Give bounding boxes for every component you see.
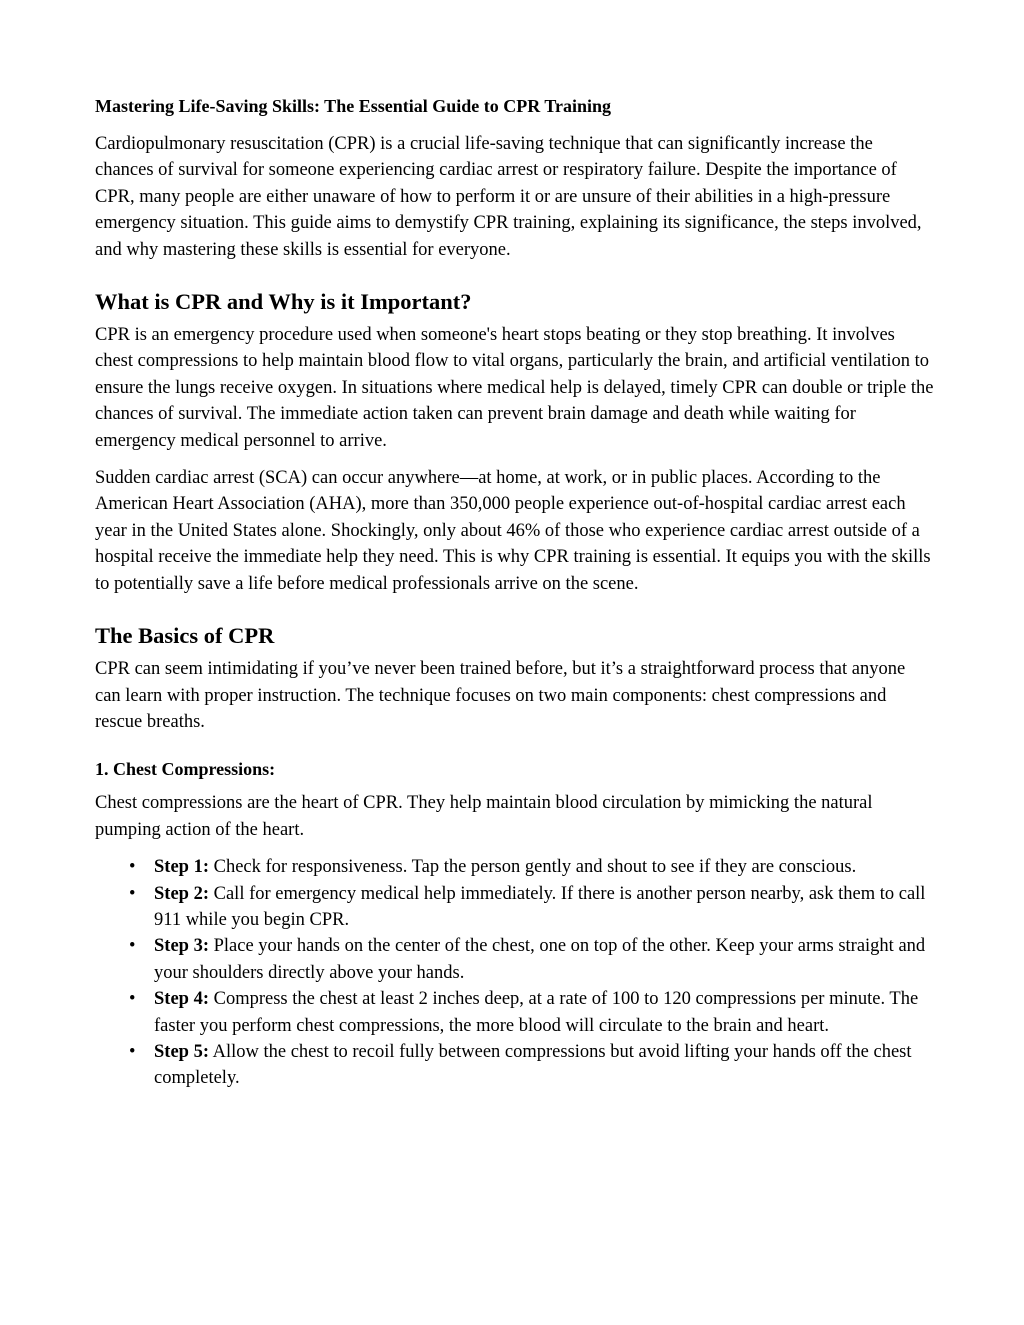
step-text: Place your hands on the center of the chest, one on top of the other. Keep your arms straight and your shoulders directly above your hands. [154, 936, 926, 983]
step-label: Step 2: [154, 883, 209, 904]
subsection-paragraph: Chest compressions are the heart of CPR. They help maintain blood circulation by mimicking the natural pumping action of the heart. [95, 793, 873, 840]
list-item [129, 933, 935, 986]
steps-list [95, 854, 935, 1092]
step-text: Check for responsiveness. Tap the person gently and shout to see if they are conscious. [209, 857, 857, 878]
section-heading-what-is-cpr: What is CPR and Why is it Important? [95, 289, 472, 315]
section-heading-basics-of-cpr: The Basics of CPR [95, 623, 275, 649]
bullet-icon: • [129, 936, 136, 957]
section-paragraph: CPR is an emergency procedure used when someone's heart stops beating or they stop breathing. It involves chest compressions to help maintain blood flow to vital organs, particularly the brain, and artificial ventilation to ensure the lungs receive oxygen. In situations where medical help is delayed, timely CPR can double or triple the chances of survival. The immediate action taken can prevent brain damage and death while waiting for emergency medical personnel to arrive. [95, 325, 934, 451]
step-text: Allow the chest to recoil fully between compressions but avoid lifting your hands off the chest completely. [154, 1041, 912, 1089]
step-label: Step 5: [154, 1041, 209, 1062]
document-title: Mastering Life-Saving Skills: The Essential Guide to CPR Training [95, 96, 612, 116]
step-text: Call for emergency medical help immediately. If there is another person nearby, ask them to call 911 while you begin CPR. [154, 883, 926, 930]
document-page [95, 94, 935, 1092]
list-item [129, 854, 935, 880]
list-item [129, 986, 935, 1039]
bullet-icon: • [129, 1041, 136, 1062]
intro-paragraph: Cardiopulmonary resuscitation (CPR) is a crucial life-saving technique that can significantly increase the chances of survival for someone experiencing cardiac arrest or respiratory failure. Despite the importance of CPR, many people are either unaware of how to perform it or are unsure of their abilities in a high-pressure emergency situation. This guide aims to demystify CPR training, explaining its significance, the steps involved, and why mastering these skills is essential for everyone. [95, 134, 922, 260]
bullet-icon: • [129, 883, 136, 904]
step-text: Compress the chest at least 2 inches deep, at a rate of 100 to 120 compressions per minute. The faster you perform chest compressions, the more blood will circulate to the brain and heart. [154, 989, 919, 1036]
bullet-icon: • [129, 857, 136, 878]
step-label: Step 4: [154, 989, 209, 1010]
section-paragraph: Sudden cardiac arrest (SCA) can occur anywhere—at home, at work, or in public places. According to the American Heart Association (AHA), more than 350,000 people experience out-of-hospital cardiac arrest each year in the United States alone. Shockingly, only about 46% of those who experience cardiac arrest outside of a hospital receive the immediate help they need. This is why CPR training is essential. It equips you with the skills to potentially save a life before medical professionals arrive on the scene. [95, 468, 931, 594]
bullet-icon: • [129, 989, 136, 1010]
step-label: Step 3: [154, 936, 209, 957]
step-label: Step 1: [154, 857, 209, 878]
list-item [129, 1039, 935, 1092]
list-item [129, 881, 935, 934]
subsection-heading-chest-compressions: 1. Chest Compressions: [95, 759, 276, 780]
section-paragraph: CPR can seem intimidating if you’ve never been trained before, but it’s a straightforward process that anyone can learn with proper instruction. The technique focuses on two main components: chest compressions and rescue breaths. [95, 659, 906, 732]
